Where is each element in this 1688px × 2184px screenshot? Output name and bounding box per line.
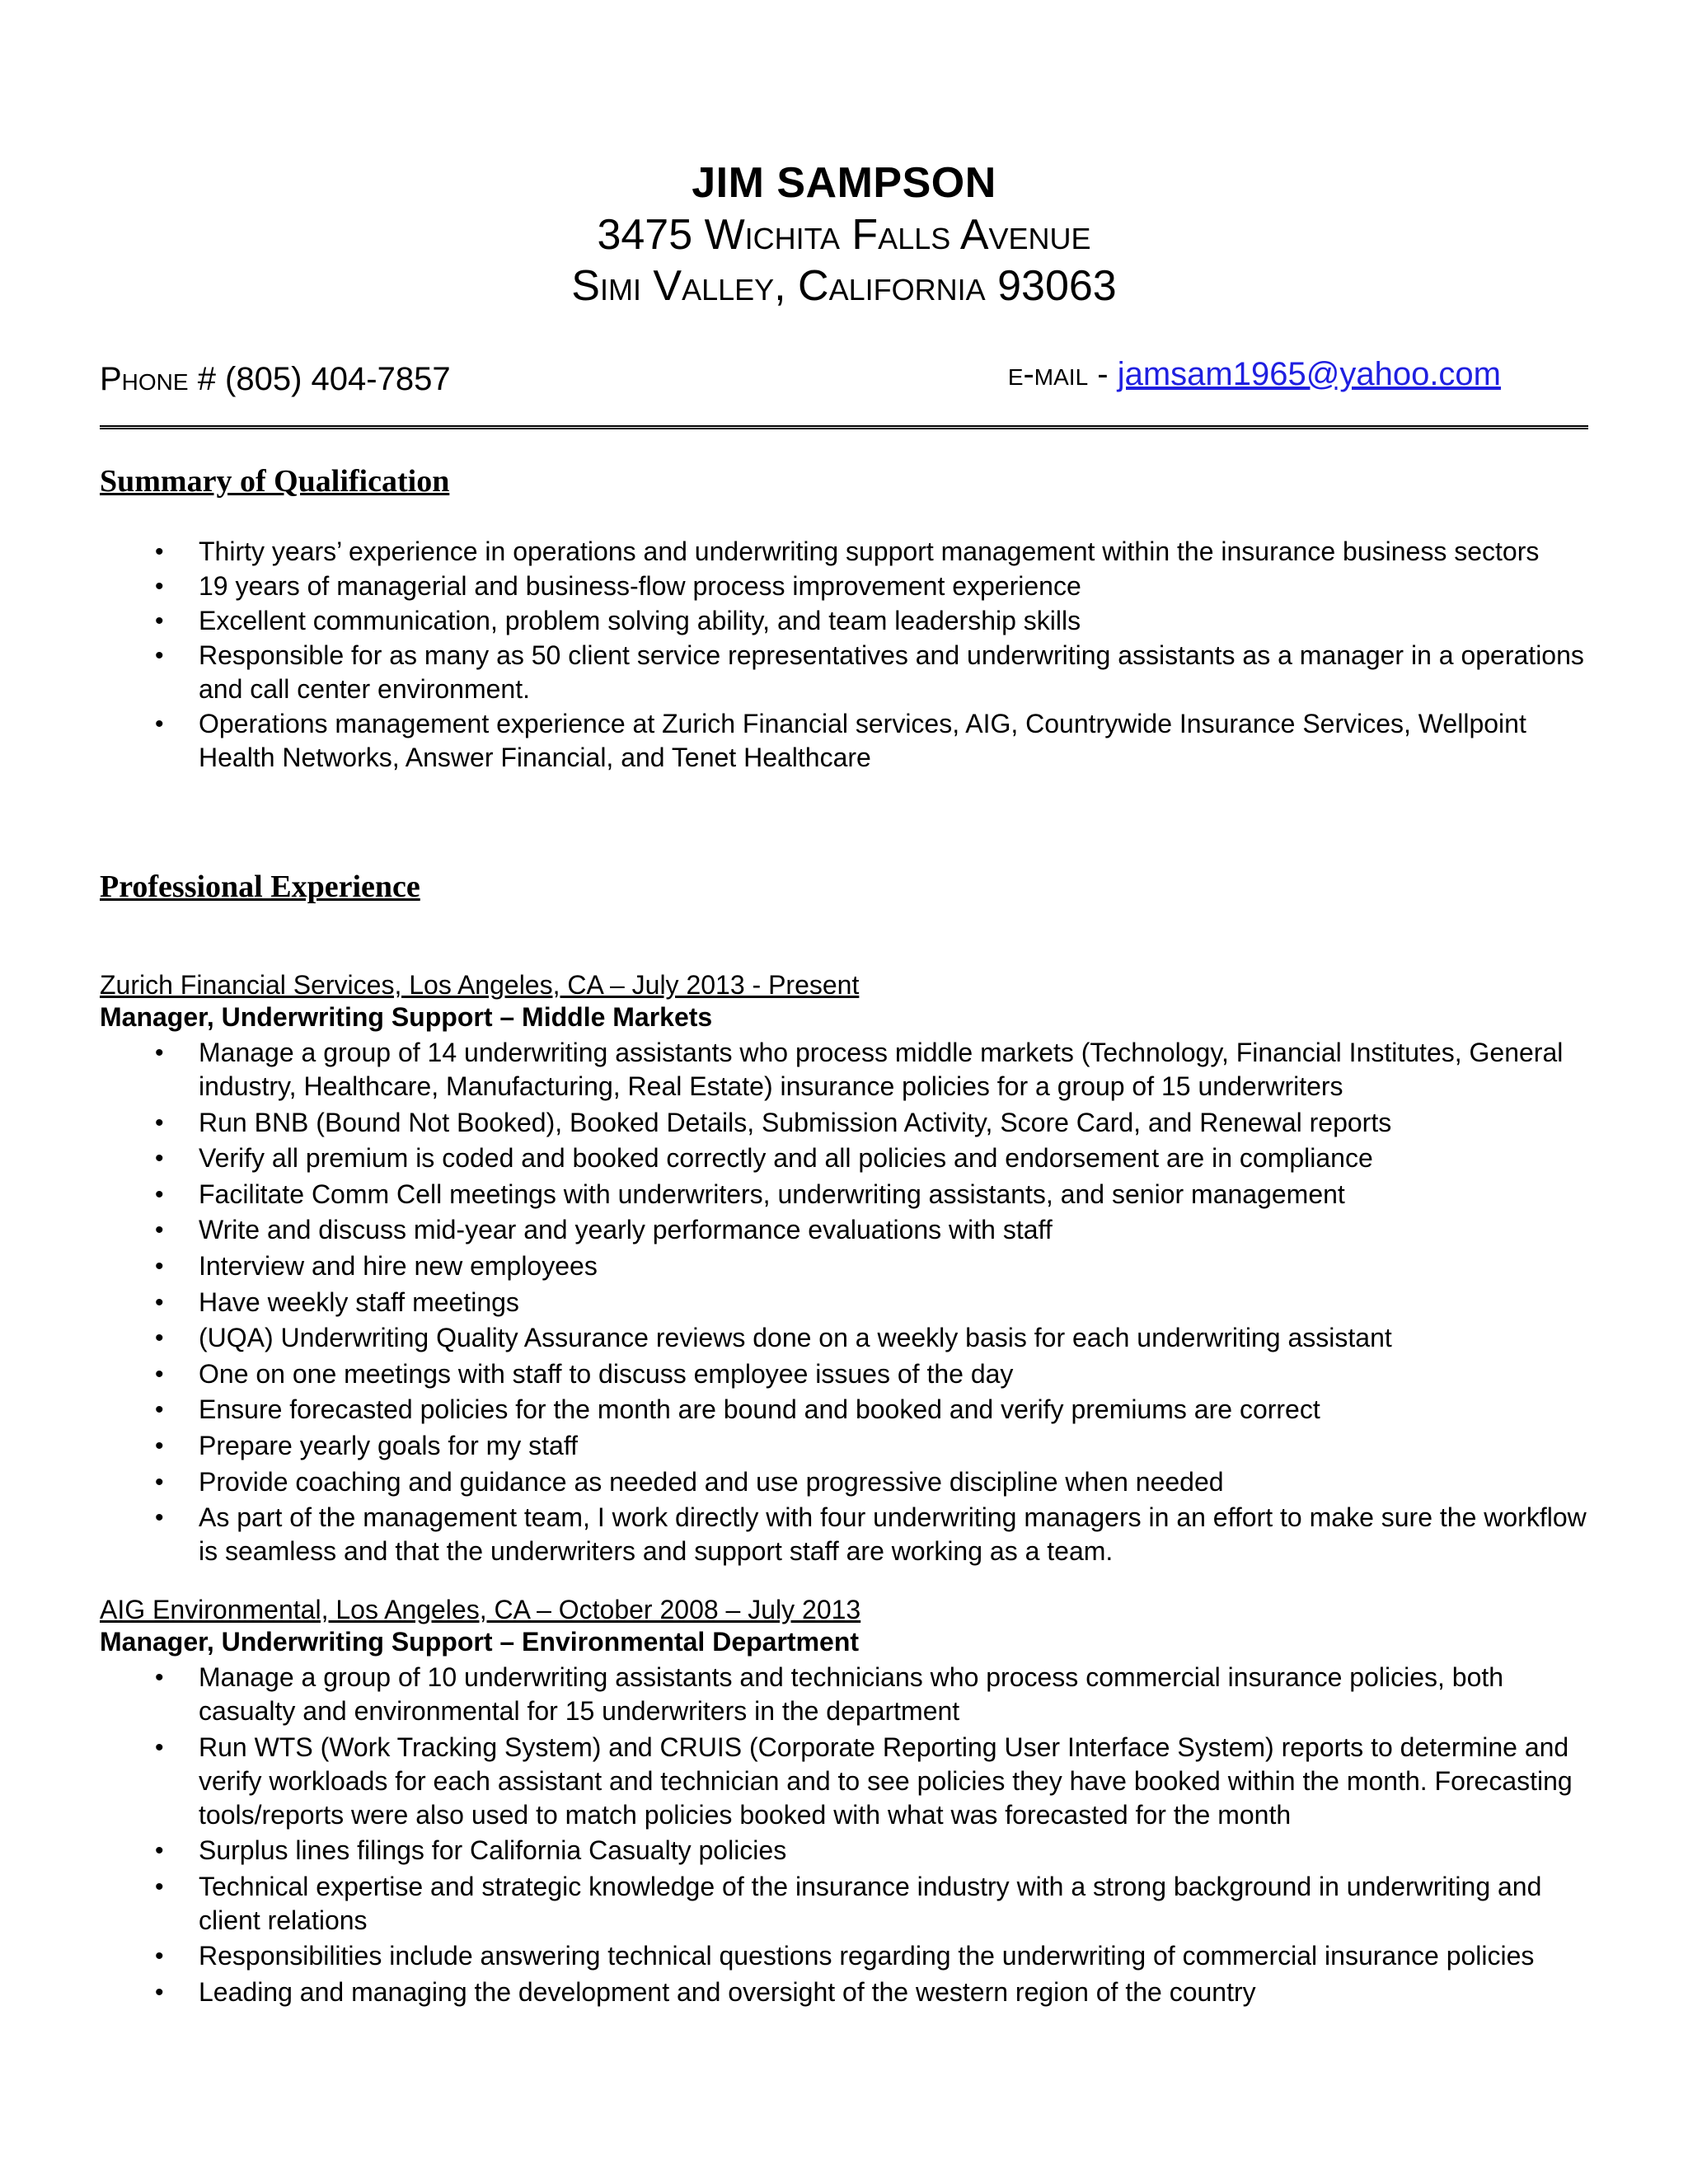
duty-item: • Manage a group of 10 underwriting assistants and technicians who process commercial insurance policies, both casualty and environmental for 15 underwriters in the department	[100, 1661, 1592, 1728]
duty-item: • Run WTS (Work Tracking System) and CRUIS (Corporate Reporting User Interface System) reports to determine and verify workloads for each assistant and technician and to see policies they have booked within the month. Forecasting tools/reports were also used to match policies booked with what was forecasted for the month	[100, 1731, 1592, 1832]
summary-item: • Operations management experience at Zurich Financial services, AIG, Countrywide Insurance Services, Wellpoint Health Networks, Answer Financial, and Tenet Healthcare	[100, 707, 1592, 775]
job-2-duties	[100, 1661, 1592, 2012]
duty-item: • Provide coaching and guidance as needed and use progressive discipline when needed	[100, 1465, 1592, 1499]
duty-item: • Prepare yearly goals for my staff	[100, 1429, 1592, 1463]
summary-item: • Thirty years’ experience in operations and underwriting support management within the insurance business sectors	[100, 535, 1592, 569]
duty-item: • Technical expertise and strategic knowledge of the insurance industry with a strong background in underwriting and client relations	[100, 1870, 1592, 1938]
email-link[interactable]: jamsam1965@yahoo.com	[1117, 356, 1501, 392]
address-line-2: Simi Valley, California 93063	[571, 262, 1117, 310]
duty-item: • Have weekly staff meetings	[100, 1286, 1592, 1319]
experience-title: Professional Experience	[100, 869, 420, 904]
header-divider	[100, 425, 1588, 429]
duty-item: • Interview and hire new employees	[100, 1249, 1592, 1283]
job-1-company: Zurich Financial Services, Los Angeles, CA – July 2013 - Present	[100, 970, 860, 1000]
duty-item: • Manage a group of 14 underwriting assistants who process middle markets (Technology, Financial Institutes, General industry, Healthcare, Manufacturing, Real Estate) insurance policies for a group of 15 underwriters	[100, 1036, 1592, 1104]
job-1-position: Manager, Underwriting Support – Middle Markets	[100, 1002, 713, 1032]
candidate-name: JIM SAMPSON	[692, 159, 996, 207]
address-line-1: 3475 Wichita Falls Avenue	[597, 211, 1091, 259]
job-1-duties	[100, 1036, 1592, 1571]
job-2-position: Manager, Underwriting Support – Environmental Department	[100, 1627, 860, 1657]
duty-item: • As part of the management team, I work directly with four underwriting managers in an effort to make sure the workflow is seamless and that the underwriters and support staff are working as a team.	[100, 1501, 1592, 1568]
summary-list	[100, 535, 1592, 776]
duty-item: • Ensure forecasted policies for the month are bound and booked and verify premiums are correct	[100, 1393, 1592, 1427]
duty-item: • One on one meetings with staff to discuss employee issues of the day	[100, 1357, 1592, 1391]
email-block	[1008, 356, 1501, 393]
job-2-company: AIG Environmental, Los Angeles, CA – October 2008 – July 2013	[100, 1595, 861, 1624]
duty-item: • Facilitate Comm Cell meetings with underwriters, underwriting assistants, and senior management	[100, 1178, 1592, 1212]
duty-item: • Responsibilities include answering technical questions regarding the underwriting of commercial insurance policies	[100, 1939, 1592, 1973]
duty-item: • (UQA) Underwriting Quality Assurance reviews done on a weekly basis for each underwriting assistant	[100, 1321, 1592, 1355]
summary-item: • Excellent communication, problem solving ability, and team leadership skills	[100, 604, 1592, 638]
resume-header	[0, 157, 1688, 312]
duty-item: • Write and discuss mid-year and yearly performance evaluations with staff	[100, 1213, 1592, 1247]
summary-title: Summary of Qualification	[100, 464, 450, 499]
duty-item: • Verify all premium is coded and booked correctly and all policies and endorsement are in compliance	[100, 1141, 1592, 1175]
duty-item: • Surplus lines filings for California Casualty policies	[100, 1834, 1592, 1868]
email-label: e-mail -	[1007, 356, 1118, 392]
phone-number: Phone # (805) 404-7857	[100, 361, 451, 397]
contact-row	[100, 356, 1588, 405]
duty-item: • Leading and managing the development and oversight of the western region of the country	[100, 1975, 1592, 2009]
duty-item: • Run BNB (Bound Not Booked), Booked Details, Submission Activity, Score Card, and Renewal reports	[100, 1106, 1592, 1140]
summary-item: • Responsible for as many as 50 client service representatives and underwriting assistants as a manager in a operations and call center environment.	[100, 639, 1592, 706]
summary-item: • 19 years of managerial and business-flow process improvement experience	[100, 569, 1592, 603]
